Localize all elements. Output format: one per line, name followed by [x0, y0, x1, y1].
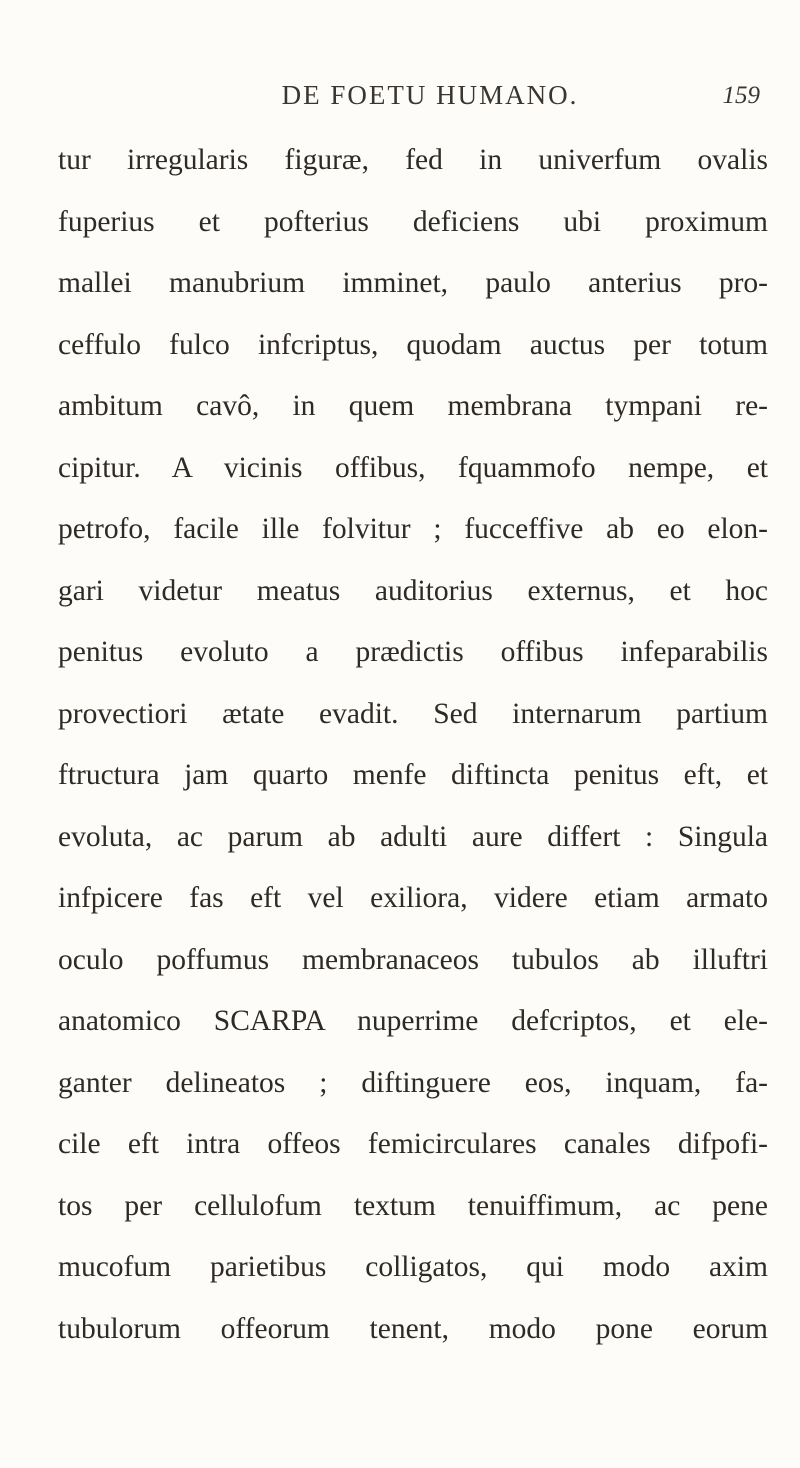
running-title: DE FOETU HUMANO. — [281, 80, 579, 110]
text-line: gari videtur meatus auditorius externus, et hoc — [58, 574, 768, 607]
text-line: cile eft intra offeos femicirculares canales difpofi- — [58, 1128, 768, 1160]
text-line: penitus evoluto a prædictis offibus infeparabilis — [58, 636, 768, 668]
text-line: tubulorum offeorum tenent, modo pone eorum — [58, 1312, 768, 1345]
text-line: ambitum cavô, in quem membrana tympani re- — [58, 390, 768, 422]
text-line: petrofo, facile ille folvitur ; fucceffive ab eo elon- — [58, 513, 768, 545]
running-head — [100, 80, 760, 120]
text-line: provectiori ætate evadit. Sed internarum partium — [58, 697, 768, 730]
text-line: ceffulo fulco infcriptus, quodam auctus per totum — [58, 328, 768, 361]
text-line: tos per cellulofum textum tenuiffimum, ac pene — [58, 1189, 768, 1222]
text-line: infpicere fas eft vel exiliora, videre etiam armato — [58, 882, 768, 914]
text-line: mallei manubrium imminet, paulo anterius pro- — [58, 267, 768, 299]
text-line: evoluta, ac parum ab adulti aure differt : Singula — [58, 820, 768, 853]
text-line: ganter delineatos ; diftinguere eos, inquam, fa- — [58, 1066, 768, 1099]
text-line: cipitur. A vicinis offibus, fquammofo nempe, et — [58, 451, 768, 484]
body-text — [58, 130, 768, 1360]
text-line: mucofum parietibus colligatos, qui modo axim — [58, 1251, 768, 1283]
text-line: anatomico SCARPA nuperrime defcriptos, et ele- — [58, 1005, 768, 1037]
text-line: tur irregularis figuræ, fed in univerfum ovalis — [58, 144, 768, 176]
text-line: oculo poffumus membranaceos tubulos ab illuftri — [58, 943, 768, 976]
text-line: ftructura jam quarto menfe diftincta penitus eft, et — [58, 759, 768, 791]
text-line: fuperius et pofterius deficiens ubi proximum — [58, 205, 768, 238]
page-number: 159 — [722, 82, 760, 109]
